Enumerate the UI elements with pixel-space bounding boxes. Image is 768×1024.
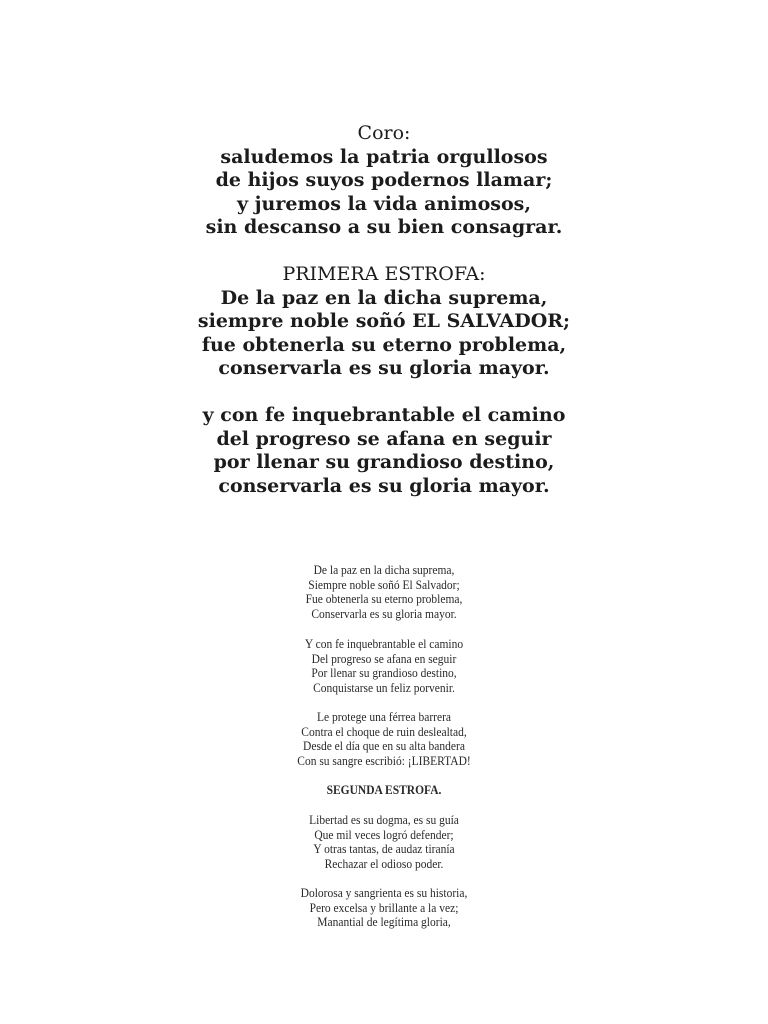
small-stanza-4: [31, 813, 738, 871]
primera-estrofa-continuation: [0, 404, 768, 498]
coro-stanza: [0, 122, 768, 240]
small-line: Por llenar su grandioso destino,: [311, 666, 457, 681]
small-stanza-1: [31, 563, 738, 621]
small-line: Manantial de legítima gloria,: [317, 915, 451, 930]
coro-line: de hijos suyos podernos llamar;: [215, 169, 553, 191]
continuation-line: del progreso se afana en seguir: [216, 427, 552, 450]
primera-estrofa-line: fue obtenerla su eterno problema,: [201, 333, 567, 356]
continuation-line: por llenar su grandioso destino,: [213, 451, 555, 473]
small-line: Con su sangre escribió: ¡LIBERTAD!: [297, 753, 471, 768]
small-line: Desde el día que en su alta bandera: [303, 739, 465, 754]
coro-line: y juremos la vida animosos,: [237, 192, 531, 215]
small-line: Libertad es su dogma, es su guía: [309, 813, 459, 827]
small-line: Que mil veces logró defender;: [314, 827, 454, 842]
small-line: Pero excelsa y brillante a la vez;: [309, 900, 459, 915]
small-line: Del progreso se afana en seguir: [311, 651, 457, 666]
primera-estrofa-line: conservarla es su gloria mayor.: [218, 357, 550, 379]
small-line: Conservarla es su gloria mayor.: [311, 606, 457, 621]
small-stanza-5: [31, 886, 738, 930]
small-stanza-3: [31, 710, 738, 768]
small-line: Fue obtenerla su eterno problema,: [305, 592, 463, 607]
primera-estrofa-line: De la paz en la dicha suprema,: [220, 286, 548, 309]
small-line: Siempre noble soñó El Salvador;: [308, 577, 460, 592]
continuation-line: y con fe inquebrantable el camino: [202, 404, 566, 426]
small-line: Rechazar el odioso poder.: [324, 856, 444, 871]
small-line: De la paz en la dicha suprema,: [313, 563, 455, 577]
small-line: Dolorosa y sangrienta es su historia,: [300, 886, 468, 900]
continuation-line: conservarla es su gloria mayor.: [218, 474, 550, 497]
small-stanza-2: [31, 637, 738, 695]
small-line: Y otras tantas, de audaz tiranía: [313, 842, 455, 857]
segunda-estrofa-heading: SEGUNDA ESTROFA.: [326, 783, 442, 797]
coro-line: sin descanso a su bien consagrar.: [205, 216, 563, 238]
primera-estrofa-line: siempre noble soñó EL SALVADOR;: [197, 310, 571, 332]
small-line: Conquistarse un feliz porvenir.: [313, 680, 455, 695]
small-line: Y con fe inquebrantable el camino: [304, 637, 464, 651]
coro-heading: Coro:: [357, 122, 411, 144]
small-line: Contra el choque de ruin deslealtad,: [301, 724, 467, 739]
segunda-estrofa-block: [31, 783, 738, 798]
primera-estrofa-heading: PRIMERA ESTROFA:: [282, 263, 486, 285]
coro-line: saludemos la patria orgullosos: [220, 145, 548, 168]
small-line: Le protege una férrea barrera: [316, 710, 452, 724]
primera-estrofa-stanza: [0, 263, 768, 381]
